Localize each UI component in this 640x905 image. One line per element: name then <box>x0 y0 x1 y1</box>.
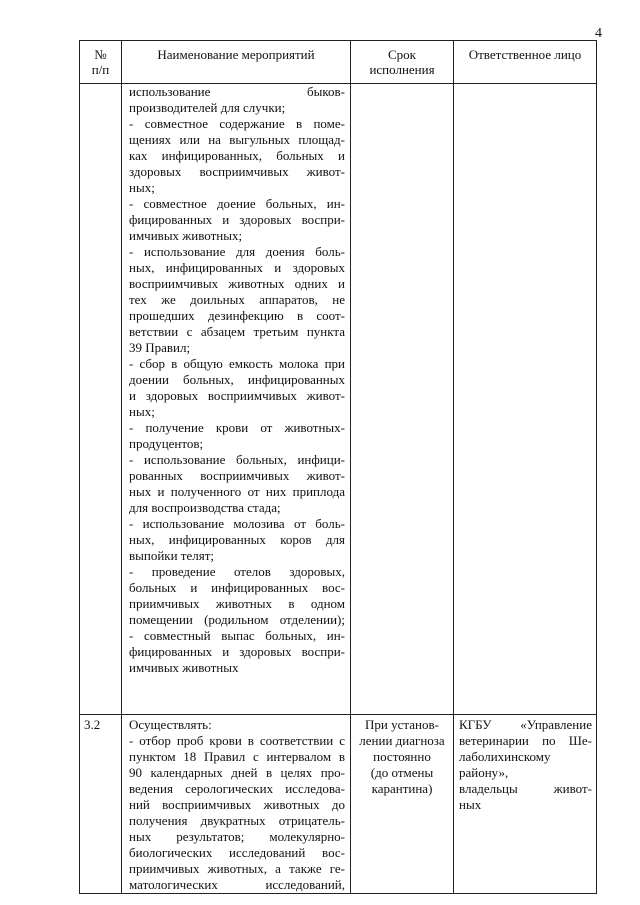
text-line: использование быков- <box>129 84 345 99</box>
text-line: ний восприимчивых животных до <box>129 797 345 812</box>
text-line: - сбор в общую емкость молока при <box>129 356 345 371</box>
text-line: 90 календарных дней в целях про- <box>129 765 345 780</box>
text-line: продуцентов; <box>129 436 204 451</box>
text-line: пунктом 18 Правил с интервалом в <box>129 749 345 764</box>
text-line: - отбор проб крови в соответствии с <box>129 733 345 748</box>
text-line: ных и полученного от них приплода <box>129 484 345 499</box>
header-num <box>80 41 122 84</box>
term-line: лении диагноза <box>359 733 445 748</box>
responsible-line: владельцы живот- <box>459 781 592 796</box>
text-line: Осуществлять: <box>129 717 212 732</box>
cell-term <box>351 715 454 894</box>
term-line: карантина) <box>371 781 433 796</box>
measures-table <box>79 40 597 894</box>
text-line: - использование больных, инфици- <box>129 452 345 467</box>
text-line: для воспроизводства стада; <box>129 500 281 515</box>
text-line: помещении (родильном отделении); <box>129 612 345 627</box>
text-line: - совместное содержание в поме- <box>129 116 345 131</box>
header-term-line-2: исполнения <box>369 62 435 77</box>
header-term <box>351 41 454 84</box>
header-name-label: Наименование мероприятий <box>157 47 315 62</box>
responsible-line: району», <box>459 765 509 780</box>
responsible-line: ветеринарии по Ше- <box>459 733 592 748</box>
header-responsible <box>454 41 597 84</box>
row-number: 3.2 <box>84 717 101 732</box>
text-line: - проведение отелов здоровых, <box>129 564 345 579</box>
text-line: имчивых животных <box>129 660 239 675</box>
responsible-line: лаболихинскому <box>459 749 551 764</box>
table-row-continued <box>80 84 597 715</box>
text-line: ведения серологических исследова- <box>129 781 345 796</box>
cell-name-text <box>122 84 350 676</box>
responsible-line: КГБУ «Управление <box>459 717 592 732</box>
text-line: тех же доильных аппаратов, не <box>129 292 345 307</box>
text-line: 39 Правил; <box>129 340 191 355</box>
cell-responsible <box>454 84 597 715</box>
text-line: - совместное доение больных, ин- <box>129 196 345 211</box>
text-line: ках инфицированных, больных и <box>129 148 345 163</box>
page-number: 4 <box>595 26 602 41</box>
text-line: ных; <box>129 180 155 195</box>
text-line: рованных восприимчивых живот- <box>129 468 345 483</box>
table-header-row <box>80 41 597 84</box>
text-line: приимчивых животных в одном <box>129 596 345 611</box>
cell-name-text <box>122 715 350 893</box>
text-line: - совместный выпас больных, ин- <box>129 628 345 643</box>
text-line: ных результатов; молекулярно- <box>129 829 345 844</box>
text-line: больных и инфицированных вос- <box>129 580 345 595</box>
text-line: фицированных и здоровых воспри- <box>129 212 345 227</box>
text-line: ных, инфицированных коров для <box>129 532 345 547</box>
text-line: ных; <box>129 404 155 419</box>
text-line: восприимчивых животных одних и <box>129 276 345 291</box>
text-line: имчивых животных; <box>129 228 243 243</box>
text-line: - использование молозива от боль- <box>129 516 345 531</box>
cell-term-text <box>351 715 453 797</box>
header-responsible-label: Ответственное лицо <box>468 47 582 62</box>
text-line: доении больных, инфицированных <box>129 372 345 387</box>
term-line: (до отмены <box>370 765 434 780</box>
cell-responsible <box>454 715 597 894</box>
cell-term <box>351 84 454 715</box>
cell-num-text <box>80 84 121 85</box>
term-line: постоянно <box>373 749 431 764</box>
header-name <box>122 41 351 84</box>
responsible-line: ных <box>459 797 482 812</box>
text-line: фицированных и здоровых воспри- <box>129 644 345 659</box>
cell-name <box>122 84 351 715</box>
header-num-line-1: № <box>94 47 107 62</box>
text-line: и здоровых восприимчивых живот- <box>129 388 345 403</box>
header-term-line-1: Срок <box>388 47 416 62</box>
text-line: биологических исследований вос- <box>129 845 345 860</box>
text-line: ных, инфицированных и здоровых <box>129 260 345 275</box>
text-line: здоровых восприимчивых живот- <box>129 164 345 179</box>
text-line: приимчивых животных, а также ге- <box>129 861 345 876</box>
text-line: щениях или на выгульных площад- <box>129 132 345 147</box>
cell-responsible-text <box>454 715 596 813</box>
text-line: выпойки телят; <box>129 548 215 563</box>
text-line: производителей для случки; <box>129 100 286 115</box>
text-line: ветствии с абзацем третьим пункта <box>129 324 345 339</box>
cell-name <box>122 715 351 894</box>
text-line: прошедших дезинфекцию в соот- <box>129 308 345 323</box>
term-line: При установ- <box>365 717 439 732</box>
text-line: получения двукратных отрицатель- <box>129 813 345 828</box>
text-line: матологических исследований, <box>129 877 345 892</box>
table-row-3-2 <box>80 715 597 894</box>
cell-num <box>80 715 122 894</box>
text-line: - получение крови от животных- <box>129 420 345 435</box>
cell-num <box>80 84 122 715</box>
text-line: - использование для доения боль- <box>129 244 345 259</box>
header-num-line-2: п/п <box>91 62 110 77</box>
